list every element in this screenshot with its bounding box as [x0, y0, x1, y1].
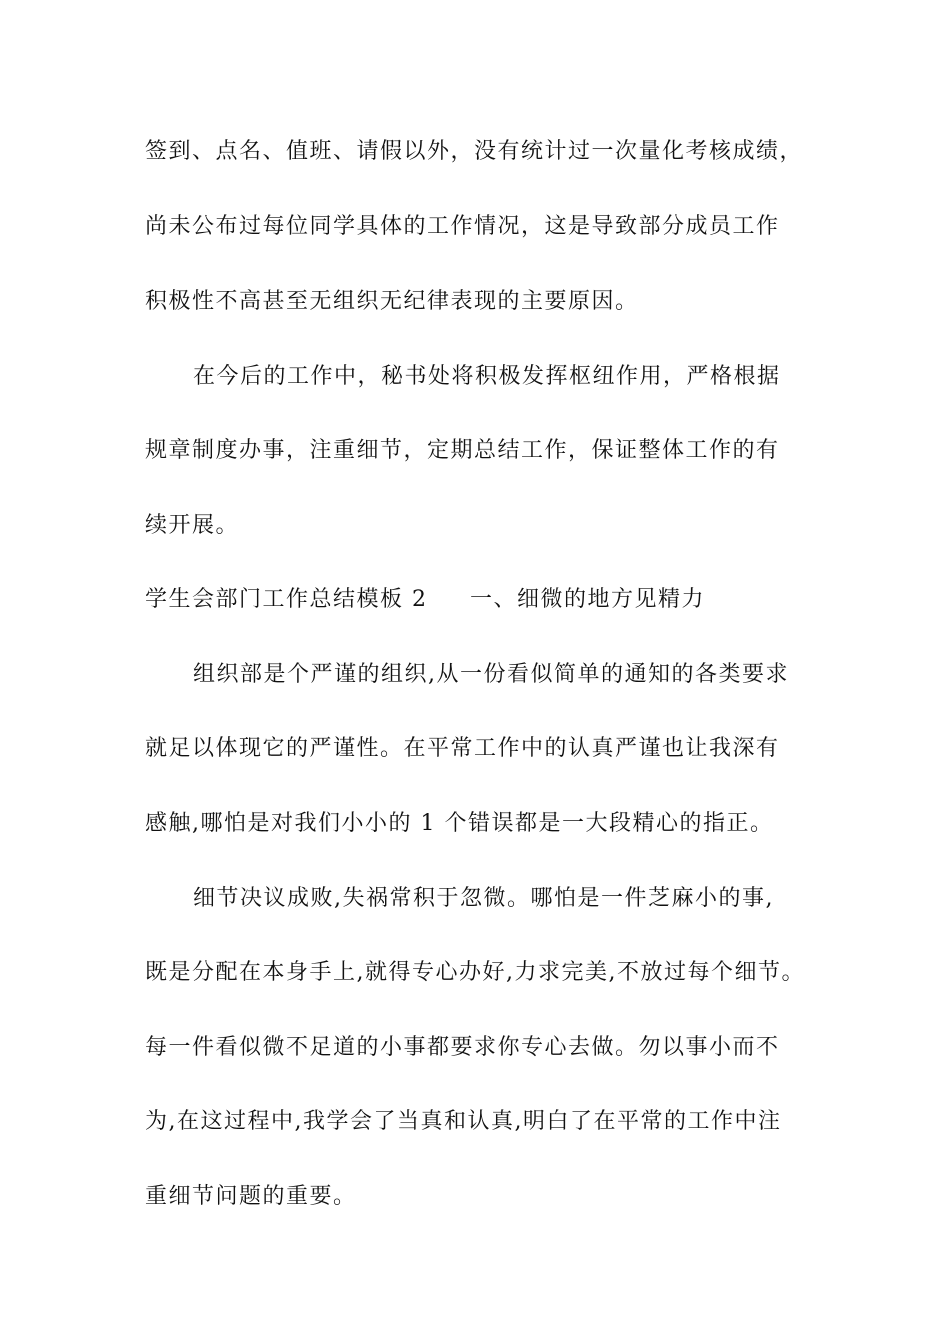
paragraph-line: 为,在这过程中,我学会了当真和认真,明白了在平常的工作中注 [145, 1109, 782, 1134]
paragraph-line: 每一件看似微不足道的小事都要求你专心去做。勿以事小而不 [145, 1035, 780, 1060]
paragraph-line: 续开展。 [145, 513, 240, 538]
paragraph-line: 细节决议成败,失祸常积于忽微。哪怕是一件芝麻小的事, [193, 886, 774, 911]
paragraph-line: 积极性不高甚至无组织无纪律表现的主要原因。 [145, 289, 639, 314]
section-subtitle: 一、细微的地方见精力 [470, 587, 706, 612]
paragraph-line: 签到、点名、值班、请假以外，没有统计过一次量化考核成绩， [145, 139, 804, 164]
paragraph-line: 规章制度办事，注重细节，定期总结工作，保证整体工作的有 [145, 438, 780, 463]
paragraph-line: 在今后的工作中，秘书处将积极发挥枢纽作用，严格根据 [193, 364, 781, 389]
paragraph-line: 感触,哪怕是对我们小小的 1 个错误都是一大段精心的指正。 [145, 811, 774, 836]
paragraph-line: 既是分配在本身手上,就得专心办好,力求完美,不放过每个细节。 [145, 960, 805, 985]
section-title: 学生会部门工作总结模板 2 [145, 587, 428, 612]
paragraph-line: 尚未公布过每位同学具体的工作情况，这是导致部分成员工作 [145, 214, 780, 239]
paragraph-line: 就足以体现它的严谨性。在平常工作中的认真严谨也让我深有 [145, 736, 780, 761]
paragraph-line: 重细节问题的重要。 [145, 1184, 357, 1209]
paragraph-line: 组织部是个严谨的组织,从一份看似简单的通知的各类要求 [193, 662, 789, 687]
